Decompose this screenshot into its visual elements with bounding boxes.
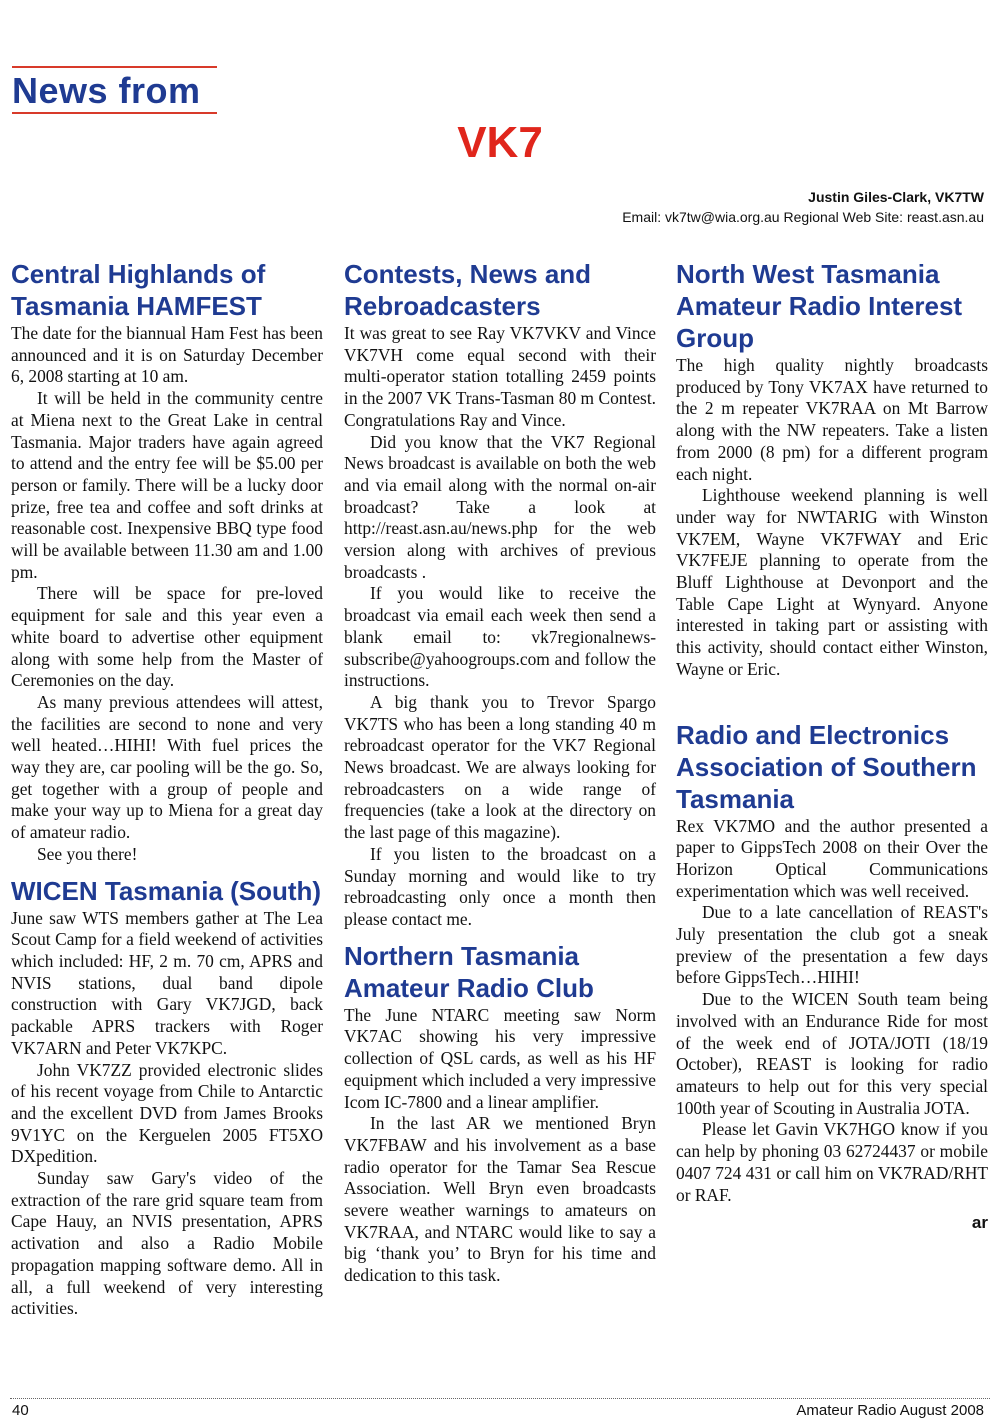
article-paragraph: Lighthouse weekend planning is well under way for NWTARIG with Winston VK7EM, Wayne VK7FWAY and Eric VK7FEJE planning to operate from the Bluff Lighthouse at Devonport and the Table Cape Light at Wynyard. Anyone interested in taking part or assisting with this activity, should contact either Winston, Wayne or Eric.: [676, 485, 988, 679]
column-2: [344, 258, 656, 1287]
column-1: [11, 258, 323, 1320]
article-ntarc: [344, 940, 656, 1287]
article-paragraph: The June NTARC meeting saw Norm VK7AC showing his very impressive collection of QSL cards, as well as his HF equipment which included a very impressive Icom IC-7800 and a linear amplifier.: [344, 1004, 656, 1112]
section-heading: Northern Tasmania Amateur Radio Club: [344, 940, 594, 1003]
article-wicen: [11, 875, 323, 1320]
section-heading: North West Tasmania Amateur Radio Interest Group: [676, 259, 963, 353]
article-paragraph: If you would like to receive the broadcast via email each week then send a blank email to: vk7regionalnews-subscribe@yahoogroups.com and follow the instructions.: [344, 583, 656, 691]
article-paragraph: As many previous attendees will attest, the facilities are second to none and very well heated…HIHI! With fuel prices the way they are, car pooling will be the go. So, get together with a group of people and make your way up to Miena for a great day of amateur radio.: [11, 691, 323, 843]
title-rule-top: [12, 66, 217, 68]
article-paragraph: See you there!: [37, 843, 138, 864]
article-paragraph: It will be held in the community centre at Miena next to the Great Lake in central Tasmania. Major traders have again agreed to attend and the entry fee will be $5.00 per person or family. There will be a lucky door prize, free tea and coffee and soft drinks at reasonable cost. Inexpensive BBQ type food will be available between 11.30 am and 1.00 pm.: [11, 388, 323, 582]
article-paragraph: There will be space for pre-loved equipment for sale and this year even a white board to advertise other equipment along with some help from the Master of Ceremonies on the day.: [11, 583, 323, 691]
column-3: [676, 258, 988, 1234]
article-paragraph: It was great to see Ray VK7VKV and Vince VK7VH come equal second with their multi-operator station totalling 2459 points in the 2007 VK Trans-Tasman 80 m Contest. Congratulations Ray and Vince.: [344, 323, 656, 430]
section-heading: Central Highlands of Tasmania HAMFEST: [11, 259, 266, 321]
article-paragraph: Sunday saw Gary's video of the extraction of the rare grid square team from Cape Hauy, an NVIS presentation, APRS activation and also a Radio Mobile propagation mapping software demo. All in all, a full weekend of very interesting activities.: [11, 1168, 323, 1319]
article-paragraph: The date for the biannual Ham Fest has been announced and it is on Saturday December 6, 2008 starting at 10 am.: [11, 323, 323, 387]
article-paragraph: A big thank you to Trevor Spargo VK7TS who has been a long standing 40 m rebroadcast operator for the VK7 Regional News broadcast. We are always looking for rebroadcasters on a wide range of frequencies (take a look at the directory on the last page of this magazine).: [344, 691, 656, 843]
page-number: 40: [12, 1402, 29, 1419]
article-paragraph: Rex VK7MO and the author presented a paper to GippsTech 2008 on their Over the Horizon Optical Communications experimentation which was well received.: [676, 815, 988, 901]
article-paragraph: June saw WTS members gather at The Lea Scout Camp for a field weekend of activities which included: HF, 2 m. 70 cm, APRS and NVIS stations, dual band dipole construction with Gary VK7JGD, back packable APRS trackers with Roger VK7ARN and Peter VK7KPC.: [11, 907, 323, 1058]
article-paragraph: Did you know that the VK7 Regional News broadcast is available on both the web and via email along with the normal on-air broadcast? Take a look at http://reast.asn.au/news.php for the web version along with archives of previous broadcasts .: [344, 431, 656, 582]
article-paragraph: John VK7ZZ provided electronic slides of his recent voyage from Chile to Antarctic and the excellent DVD from James Brooks 9V1YC on the Kerguelen 2005 FT5XO DXpedition.: [11, 1059, 323, 1167]
footer-divider: [10, 1398, 990, 1399]
article-paragraph: Please let Gavin VK7HGO know if you can help by phoning 03 62724437 or mobile 0407 724 431 or call him on VK7RAD/RHT or RAF.: [676, 1119, 988, 1205]
page-title: News from: [12, 70, 201, 111]
region-title: VK7: [457, 118, 543, 167]
article-paragraph: The high quality nightly broadcasts produced by Tony VK7AX have returned to the 2 m repeater VK7RAA on Mt Barrow along with the NW repeaters. Take a listen from 2000 (8 pm) for a different program each night.: [676, 355, 988, 484]
article-paragraph: Due to the WICEN South team being involved with an Endurance Ride for most of the week end of JOTA/JOTI (18/19 October), REAST is looking for radio amateurs to help out for this very special 100th year of Scouting in Australia JOTA.: [676, 989, 988, 1118]
article-paragraph: If you listen to the broadcast on a Sunday morning and would like to try rebroadcasting only once a month then please contact me.: [344, 843, 656, 929]
section-heading: Contests, News and Rebroadcasters: [344, 259, 592, 321]
end-mark: ar: [971, 1213, 988, 1233]
article-central-highlands: [11, 258, 323, 866]
author-contact: Email: vk7tw@wia.org.au Regional Web Site: reast.asn.au: [622, 209, 984, 225]
article-paragraph: Due to a late cancellation of REAST's July presentation the club got a sneak preview of the presentation a few days before GippsTech…HIHI!: [676, 902, 988, 988]
article-reast: [676, 719, 988, 1207]
article-contests: [344, 258, 656, 931]
byline: [622, 187, 984, 227]
section-heading: WICEN Tasmania (South): [11, 875, 322, 906]
title-rule-bottom: [12, 112, 217, 114]
article-nwtarig: [676, 258, 988, 681]
publication-info: Amateur Radio August 2008: [796, 1402, 984, 1419]
article-paragraph: In the last AR we mentioned Bryn VK7FBAW and his involvement as a base radio operator for the Tamar Sea Rescue Association. Well Bryn even broadcasts severe weather warnings to amateurs on VK7RAA, and NTARC would like to say a big ‘thank you’ to Bryn for his time and dedication to this task.: [344, 1113, 656, 1286]
section-heading: Radio and Electronics Association of Southern Tasmania: [676, 719, 977, 814]
author-name: Justin Giles-Clark, VK7TW: [808, 189, 984, 205]
